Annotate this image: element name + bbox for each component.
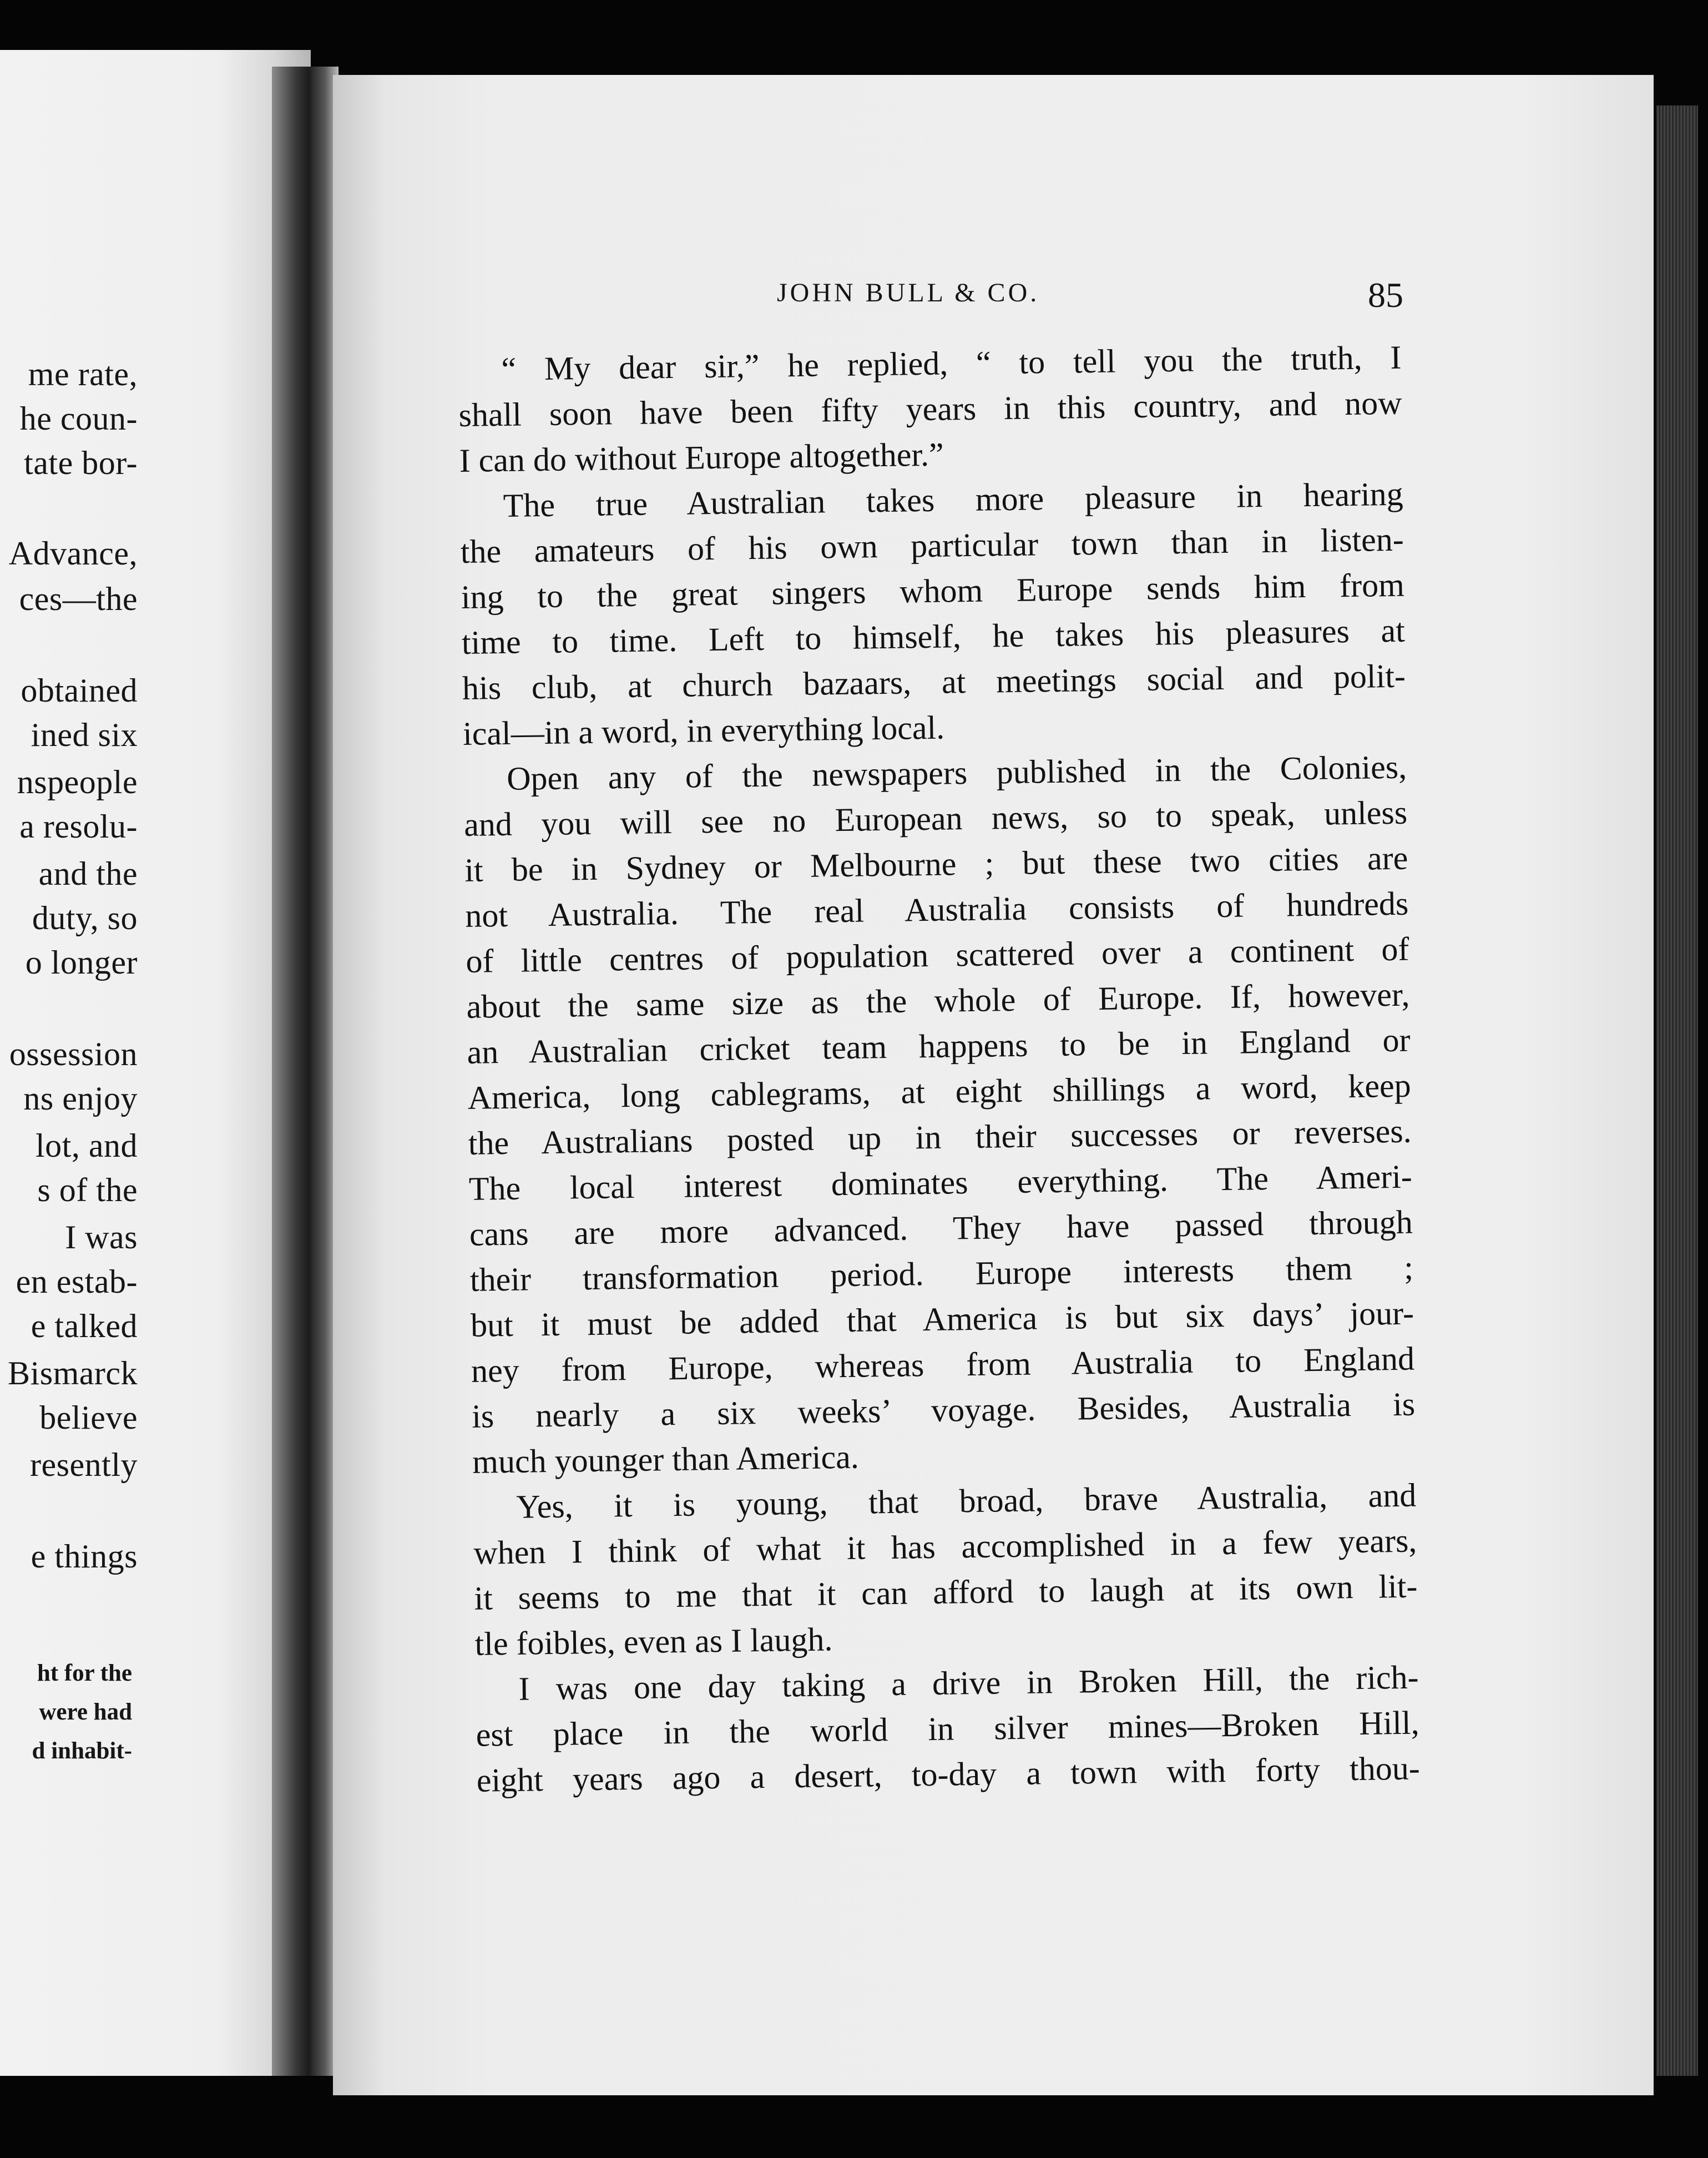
- body-text-line: I was one day taking a drive in Broken Hill, the rich-: [518, 1658, 1419, 1707]
- left-page-line: tate bor-: [24, 445, 138, 481]
- body-text-line: eight years ago a desert, to-day a town with forty thou-: [476, 1749, 1421, 1799]
- left-page-line: o longer: [25, 944, 138, 981]
- left-page-line: en estab-: [16, 1263, 138, 1300]
- body-text-line: I can do without Europe altogether.”: [459, 436, 944, 479]
- left-page-line: a resolu-: [19, 808, 138, 845]
- body-text: [458, 335, 1420, 1803]
- left-page-line: ined six: [31, 717, 138, 753]
- left-page-line: I was: [65, 1219, 138, 1256]
- body-text-line: Open any of the newspapers published in the Colonies,: [506, 748, 1407, 797]
- body-text-line: est place in the world in silver mines—Broken Hill,: [476, 1704, 1420, 1753]
- running-head: JOHN BULL & CO.: [777, 278, 1040, 307]
- body-text-line: and you will see no European news, so to speak, unless: [463, 794, 1408, 843]
- body-text-line: tle foibles, even as I laugh.: [474, 1621, 833, 1662]
- left-page-line: Advance,: [8, 535, 138, 572]
- left-page-line: nspeople: [17, 764, 138, 800]
- body-text-line: of little centres of population scattered over a continent of: [466, 930, 1409, 980]
- body-text-line: time to time. Left to himself, he takes his pleasures at: [461, 612, 1406, 661]
- body-text-line: the Australians posted up in their successes or reverses.: [468, 1112, 1412, 1162]
- body-text-line: cans are more advanced. They have passed through: [469, 1203, 1413, 1253]
- body-text-line: The true Australian takes more pleasure in hearing: [503, 475, 1404, 524]
- body-text-line: Yes, it is young, that broad, brave Australia, and: [516, 1476, 1417, 1525]
- body-text-line: ing to the great singers whom Europe sends him from: [461, 566, 1405, 616]
- left-page-footnote-line: were had: [39, 1699, 132, 1725]
- body-text-line: it be in Sydney or Melbourne ; but these two cities are: [464, 839, 1408, 889]
- body-text-line: not Australia. The real Australia consists of hundreds: [464, 885, 1409, 934]
- body-text-line: The local interest dominates everything. The Ameri-: [468, 1158, 1413, 1207]
- body-text-line: their transformation period. Europe interests them ;: [469, 1249, 1414, 1298]
- left-page-line: duty, so: [32, 900, 138, 936]
- left-page-line: believe: [39, 1399, 138, 1436]
- left-page-footnote-line: ht for the: [37, 1660, 132, 1686]
- left-page-line: ossession: [9, 1036, 138, 1072]
- body-text-line: an Australian cricket team happens to be in England or: [467, 1021, 1411, 1071]
- book-gutter: [272, 67, 338, 2076]
- left-page-line: lot, and: [36, 1127, 138, 1164]
- page-edge: [1656, 105, 1698, 2076]
- page-number: 85: [1368, 275, 1403, 315]
- left-page-footnote-line: d inhabit-: [32, 1738, 132, 1764]
- left-page-line: me rate,: [28, 356, 138, 392]
- body-text-line: the amateurs of his own particular town than in listen-: [460, 521, 1404, 570]
- body-text-line: shall soon have been fifty years in this country, and now: [458, 384, 1402, 433]
- left-page-line: and the: [38, 855, 138, 892]
- body-text-line: when I think of what it has accomplished in a few years,: [473, 1522, 1417, 1571]
- left-page-line: e talked: [31, 1308, 138, 1344]
- body-text-line: America, long cablegrams, at eight shillings a word, keep: [467, 1067, 1411, 1116]
- left-page-line: ns enjoy: [23, 1080, 138, 1117]
- left-page-line: s of the: [37, 1172, 138, 1208]
- left-page-line: ces—the: [19, 581, 138, 617]
- left-page-line: Bismarck: [8, 1355, 138, 1391]
- body-text-line: about the same size as the whole of Europe. If, however,: [466, 976, 1410, 1025]
- body-text-line: much younger than America.: [472, 1438, 860, 1480]
- left-page-line: e things: [31, 1538, 138, 1575]
- body-text-line: but it must be added that America is but six days’ jour-: [470, 1294, 1414, 1344]
- body-text-line: ical—in a word, in everything local.: [462, 709, 945, 752]
- body-text-line: it seems to me that it can afford to laugh at its own lit-: [474, 1567, 1418, 1617]
- body-text-line: ney from Europe, whereas from Australia to England: [471, 1340, 1415, 1389]
- body-text-line: his club, at church bazaars, at meetings social and polit-: [462, 657, 1406, 707]
- body-text-line: is nearly a six weeks’ voyage. Besides, Australia is: [471, 1385, 1416, 1435]
- body-text-line: “ My dear sir,” he replied, “ to tell you the truth, I: [501, 339, 1402, 387]
- left-page-line: resently: [30, 1446, 138, 1483]
- left-page-line: he coun-: [19, 400, 138, 437]
- left-page-line: obtained: [21, 672, 138, 709]
